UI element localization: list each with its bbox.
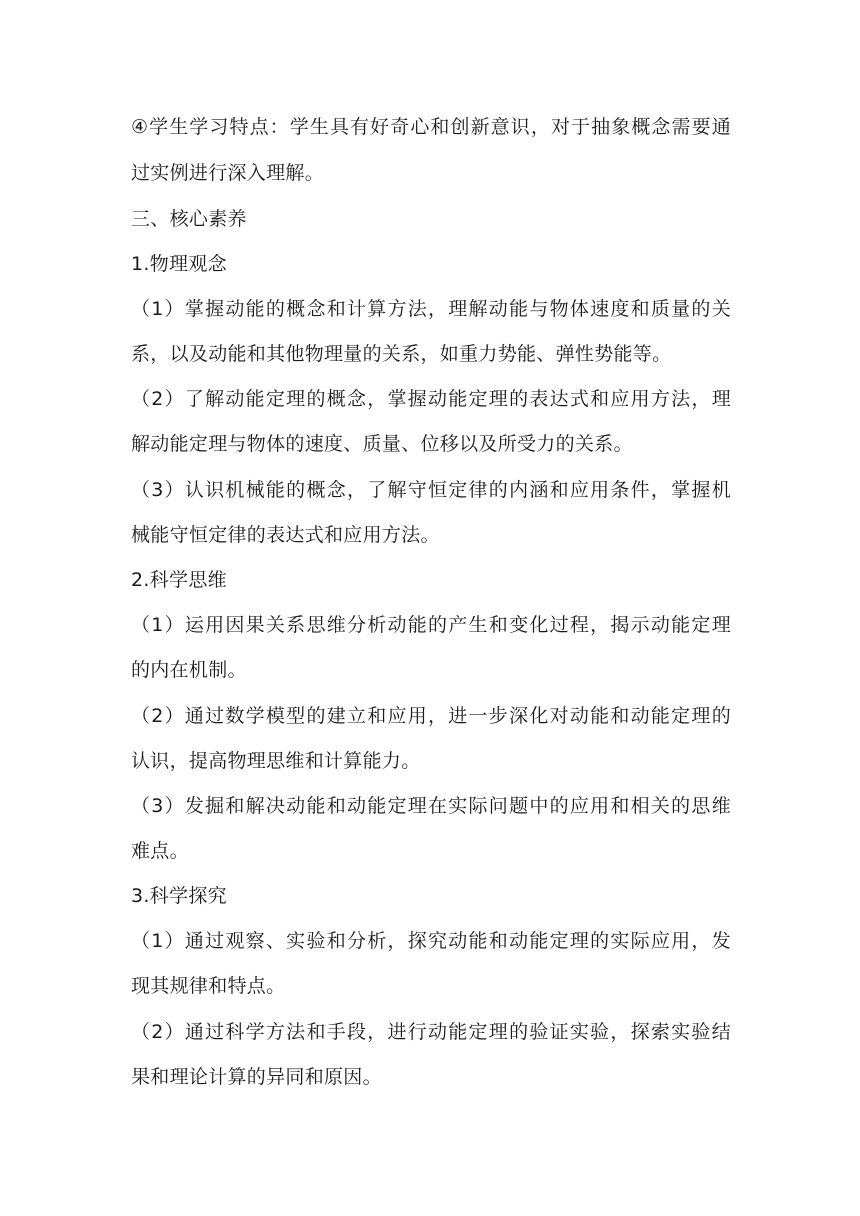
text-line: 的内在机制。 — [131, 659, 247, 681]
subsection-heading: 1.物理观念 — [131, 253, 227, 275]
text-line: 过实例进行深入理解。 — [131, 162, 325, 184]
text-line: （3）认识机械能的概念，了解守恒定律的内涵和应用条件，掌握机 — [131, 479, 731, 501]
text-line: （1）通过观察、实验和分析，探究动能和动能定理的实际应用，发 — [131, 930, 731, 952]
text-line: （1）掌握动能的概念和计算方法，理解动能与物体速度和质量的关 — [131, 298, 731, 320]
section-heading: 三、核心素养 — [131, 208, 247, 230]
text-line: （3）发掘和解决动能和动能定理在实际问题中的应用和相关的思维 — [131, 795, 731, 817]
text-line: （2）通过数学模型的建立和应用，进一步深化对动能和动能定理的 — [131, 705, 731, 727]
text-line: 械能守恒定律的表达式和应用方法。 — [131, 524, 440, 546]
subsection-heading: 2.科学思维 — [131, 569, 227, 591]
text-line: 解动能定理与物体的速度、质量、位移以及所受力的关系。 — [131, 433, 633, 455]
subsection-heading: 3.科学探究 — [131, 885, 227, 907]
text-line: 认识，提高物理思维和计算能力。 — [131, 750, 421, 772]
text-line: 果和理论计算的异同和原因。 — [131, 1066, 382, 1088]
text-line: 难点。 — [131, 840, 189, 862]
text-line: ④学生学习特点：学生具有好奇心和创新意识，对于抽象概念需要通 — [131, 116, 731, 138]
text-line: 现其规律和特点。 — [131, 975, 286, 997]
text-line: （1）运用因果关系思维分析动能的产生和变化过程，揭示动能定理 — [131, 614, 731, 636]
text-line: 系，以及动能和其他物理量的关系，如重力势能、弹性势能等。 — [131, 343, 672, 365]
text-line: （2）了解动能定理的概念，掌握动能定理的表达式和应用方法，理 — [131, 388, 731, 410]
text-line: （2）通过科学方法和手段，进行动能定理的验证实验，探索实验结 — [131, 1021, 731, 1043]
